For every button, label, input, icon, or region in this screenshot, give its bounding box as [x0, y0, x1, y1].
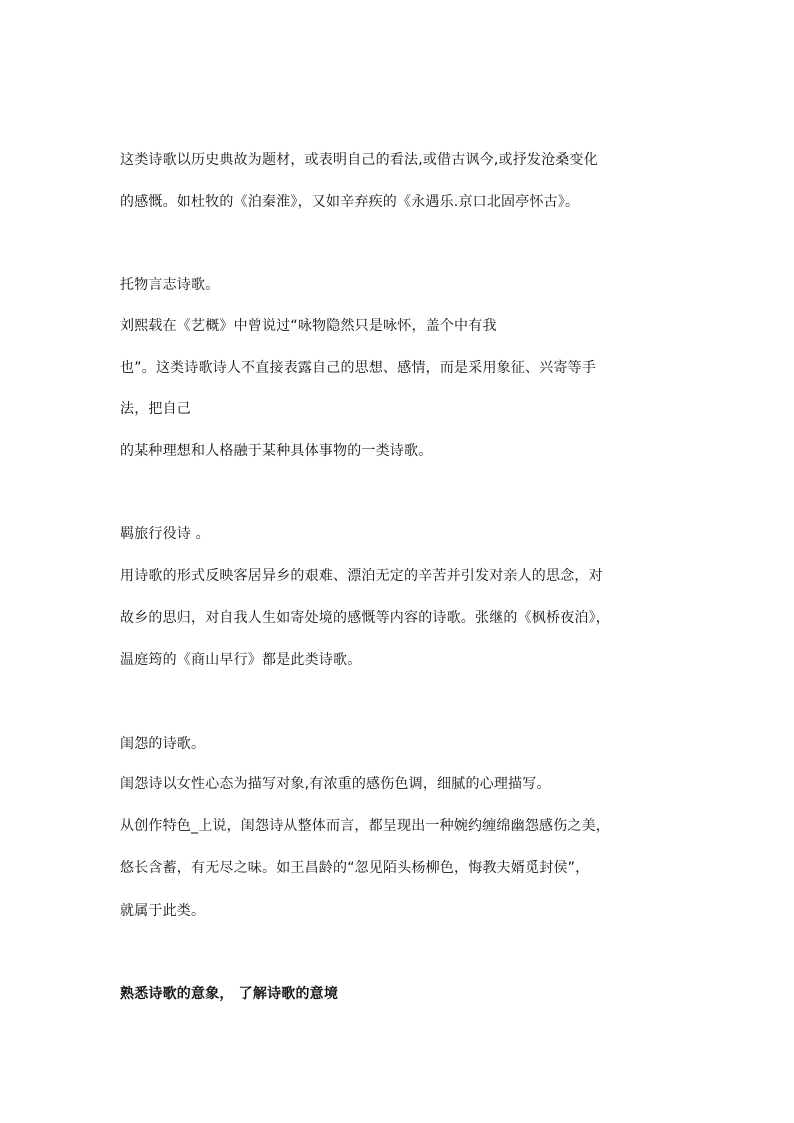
text-line-6: 的某种理想和人格融于某种具体事物的一类诗歌。 — [120, 443, 433, 459]
text-line-13: 就属于此类。 — [120, 903, 206, 919]
text-line-3: 刘熙载在《艺概》中曾说过“咏物隐然只是咏怀，盖个中有我 — [120, 318, 497, 334]
text-line-12: 悠长含蓄，有无尽之味。如王昌龄的“忽见陌头杨柳色，悔教夫婿觅封侯”， — [120, 860, 590, 876]
section-heading-yongwu: 托物言志诗歌。 — [120, 277, 220, 293]
text-line-9: 温庭筠的《商山早行》都是此类诗歌。 — [120, 652, 362, 668]
section-heading-jilv: 羁旅行役诗 。 — [120, 526, 210, 542]
text-line-7: 用诗歌的形式反映客居异乡的艰难、漂泊无定的辛苦并引发对亲人的思念，对 — [120, 568, 603, 584]
text-line-8: 故乡的思归，对自我人生如寄处境的感慨等内容的诗歌。张继的《枫桥夜泊》， — [120, 610, 610, 626]
text-line-5: 法，把自己 — [120, 401, 191, 417]
text-line-2: 的感慨。如杜牧的《泊秦淮》，又如辛弃疾的《永遇乐.京口北固亭怀古》。 — [120, 194, 580, 210]
section-heading-yixiang: 熟悉诗歌的意象， 了解诗歌的意境 — [120, 986, 339, 1002]
text-line-10: 闺怨诗以女性心态为描写对象,有浓重的感伤色调，细腻的心理描写。 — [120, 776, 551, 792]
text-line-11: 从创作特色_上说，闺怨诗从整体而言，都呈现出一种婉约缠绵幽怨感伤之美， — [120, 818, 610, 834]
section-heading-guiyuan: 闺怨的诗歌。 — [120, 736, 206, 752]
text-line-4: 也”。这类诗歌诗人不直接表露自己的思想、感情，而是采用象征、兴寄等手 — [120, 360, 597, 376]
text-line-1: 这类诗歌以历史典故为题材，或表明自己的看法,或借古讽今,或抒发沧桑变化 — [120, 152, 598, 168]
